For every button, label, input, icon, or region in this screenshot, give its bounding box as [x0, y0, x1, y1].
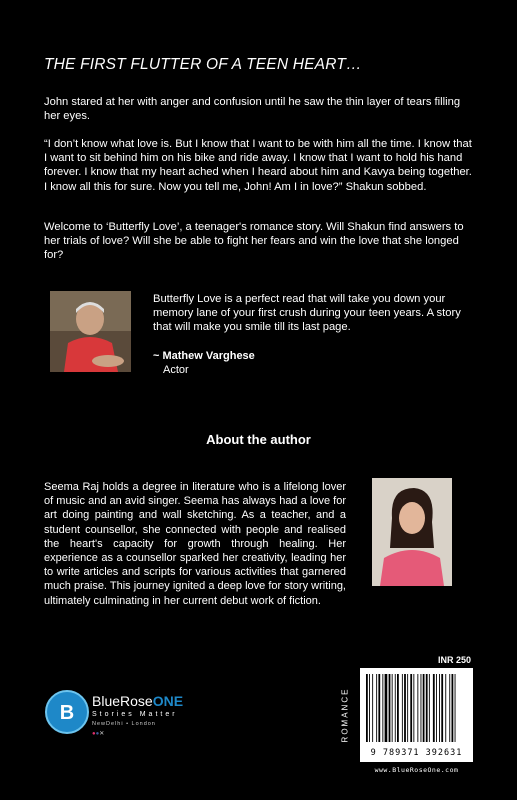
genre-text: ROMANCE	[340, 687, 350, 743]
x-icon: ✕	[99, 731, 105, 737]
blurb-paragraph-2: “I don’t know what love is. But I know that I want to be with him all the time. I know that I want to sit behind him on his bike and ride away. I know that I want to hold his hand forever. I know that my heart ached when I heard about him and Kavya being together. I know all this for sure. Now you tell me, John! Am I in love?” Shakun sobbed.	[44, 138, 472, 193]
about-author-heading: About the author	[206, 432, 311, 447]
price-label: INR 250	[437, 655, 471, 665]
publisher-website: www.BlueRoseOne.com	[374, 766, 459, 774]
genre-label	[335, 670, 355, 760]
endorser-photo	[50, 291, 131, 372]
blurb-paragraph-1: John stared at her with anger and confusion until he saw the thin layer of tears filling her eyes.	[44, 96, 461, 123]
instagram-icon: ●	[92, 731, 96, 737]
publisher-name	[92, 693, 183, 709]
publisher-name-b: ONE	[152, 693, 184, 709]
isbn-number: 9 789371 392631	[370, 748, 463, 758]
endorser-name: ~ Mathew Varghese	[153, 350, 255, 362]
publisher-locations: NewDelhi • London	[92, 721, 156, 727]
social-icons	[92, 730, 104, 737]
publisher-name-a: BlueRose	[92, 693, 153, 709]
publisher-logo-icon	[45, 690, 89, 734]
tagline: THE FIRST FLUTTER OF A TEEN HEART…	[44, 56, 362, 73]
publisher-tagline: Stories Matter	[92, 711, 178, 718]
endorsement-quote: Butterfly Love is a perfect read that will take you down your memory lane of your first crush during your teen years. A story that will make you smile till its last page.	[153, 293, 461, 334]
svg-text:B: B	[59, 702, 75, 724]
blurb-paragraph-3: Welcome to ‘Butterfly Love’, a teenager's romance story. Will Shakun find answers to her trials of love? Will she be able to fight her fears and win the love that she longed for?	[44, 221, 464, 262]
author-bio: Seema Raj holds a degree in literature who is a lifelong lover of music and an avid singer. Seema has always had a love for art doing painting and wall sketching. As a teacher, and a student counsellor, she connected with people and realised the heart's capacity for growth through healing. Her experience as a counsellor sparked her creativity, leading her to write articles and scripts for various activities that garnered much praise. This journey ignited a deep love for story writing, ultimately culminating in her current debut work of fiction.	[44, 481, 346, 607]
author-photo	[372, 478, 452, 586]
endorser-role: Actor	[163, 364, 189, 376]
endorsement-attribution	[153, 349, 255, 377]
facebook-icon: ●	[95, 731, 100, 737]
